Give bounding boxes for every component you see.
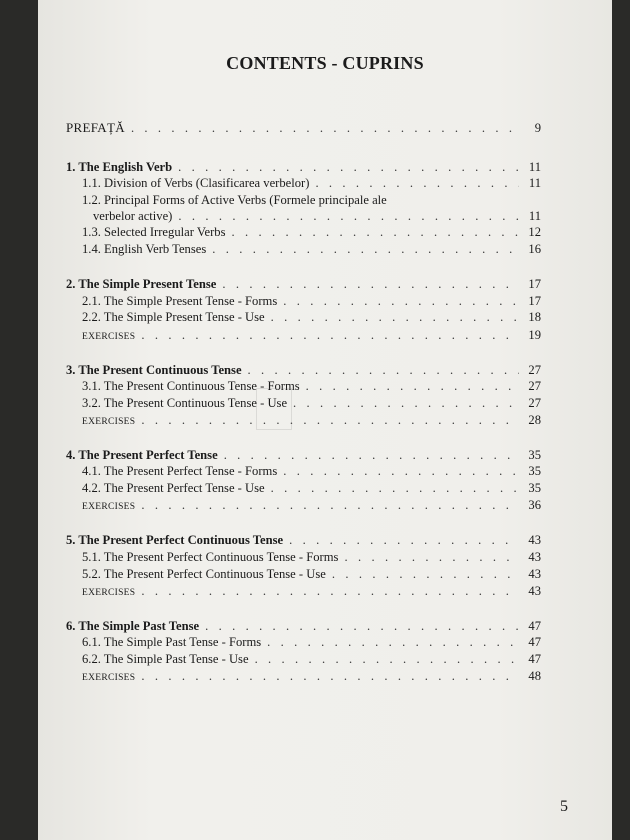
toc-entry-label: 3.1. The Present Continuous Tense - Forms: [82, 379, 300, 393]
toc-entry-label: PREFAȚĂ: [66, 120, 125, 135]
dot-leader: [267, 634, 519, 650]
toc-entry-label: 4.2. The Present Perfect Tense - Use: [82, 481, 265, 495]
toc-entry: [66, 463, 541, 479]
toc-entry-page: 35: [528, 448, 541, 462]
toc-entry: [66, 412, 541, 430]
toc-entry-page: 47: [528, 619, 541, 633]
dot-leader: [315, 175, 519, 191]
toc-entry: [66, 480, 541, 496]
toc-entry-label: EXERCISES: [82, 502, 136, 512]
toc-entry-label: 1.2. Principal Forms of Active Verbs (Formele principale ale: [82, 193, 387, 207]
toc-entry-label: 2. The Simple Present Tense: [66, 277, 217, 291]
dot-leader: [332, 566, 519, 582]
toc-entry: [66, 159, 541, 175]
toc-entry: [66, 224, 541, 240]
toc-entry-label: 2.2. The Simple Present Tense - Use: [82, 310, 265, 324]
toc-entry-page: 11: [528, 209, 541, 223]
toc-entry-label: 3. The Present Continuous Tense: [66, 363, 242, 377]
toc-entry: [66, 566, 541, 582]
toc-entry-page: 17: [528, 294, 541, 308]
toc-entry-page: 43: [528, 567, 541, 581]
dot-leader: [141, 412, 519, 428]
toc-entry: [66, 651, 541, 667]
dot-leader: [232, 224, 520, 240]
toc-entry-label: 4.1. The Present Perfect Tense - Forms: [82, 464, 278, 478]
toc-entry-page: 16: [528, 242, 541, 256]
dot-leader: [306, 378, 519, 394]
toc-entry: [66, 175, 541, 191]
toc-entry: [66, 208, 541, 224]
toc-entry: [66, 378, 541, 394]
toc-entry-label: 1.4. English Verb Tenses: [82, 242, 207, 256]
toc-entry-page: 9: [534, 121, 541, 135]
dot-leader: [293, 395, 519, 411]
toc-entry-label: 5.2. The Present Perfect Continuous Tense - Use: [82, 567, 326, 581]
dot-leader: [141, 668, 519, 684]
dot-leader: [271, 309, 519, 325]
dot-leader: [141, 583, 519, 599]
toc-entry: [66, 241, 541, 257]
toc-entry-label: EXERCISES: [82, 673, 136, 683]
toc-entry-label: 3.2. The Present Continuous Tense - Use: [82, 396, 288, 410]
toc-entry-page: 48: [528, 669, 541, 683]
dot-leader: [255, 651, 519, 667]
toc-entry: [66, 549, 541, 565]
toc-entry: [66, 395, 541, 411]
toc-entry-page: 27: [528, 363, 541, 377]
dot-leader: [224, 447, 519, 463]
toc-entry-page: 28: [528, 413, 541, 427]
watermark-stamp: [256, 388, 292, 430]
toc-entry: [66, 583, 541, 601]
toc-entry-page: 12: [528, 225, 541, 239]
toc-entry-label: 5. The Present Perfect Continuous Tense: [66, 533, 284, 547]
dot-leader: [212, 241, 519, 257]
toc-entry-label: 6. The Simple Past Tense: [66, 619, 200, 633]
toc-entry-label: 2.1. The Simple Present Tense - Forms: [82, 294, 278, 308]
toc-entry-label: 1. The English Verb: [66, 160, 173, 174]
dot-leader: [283, 293, 519, 309]
toc-entry-page: 27: [528, 379, 541, 393]
toc-entry-page: 47: [528, 652, 541, 666]
toc-entry: [66, 120, 541, 136]
toc-entry-page: 11: [528, 176, 541, 190]
toc-entry: [66, 532, 541, 548]
dot-leader: [178, 208, 519, 224]
toc-entry-label: 6.1. The Simple Past Tense - Forms: [82, 635, 262, 649]
toc-entry-label: EXERCISES: [82, 588, 136, 598]
toc-entry: [66, 192, 541, 208]
dot-leader: [205, 618, 519, 634]
toc-entry-page: 36: [528, 498, 541, 512]
toc-entry-page: 35: [528, 464, 541, 478]
toc-entry-page: 27: [528, 396, 541, 410]
toc-entry-page: 18: [528, 310, 541, 324]
dot-leader: [289, 532, 519, 548]
dot-leader: [344, 549, 519, 565]
dot-leader: [283, 463, 519, 479]
toc-entry-label: 6.2. The Simple Past Tense - Use: [82, 652, 249, 666]
dot-leader: [271, 480, 519, 496]
toc-entry: [66, 293, 541, 309]
toc-entry-label: verbelor active): [93, 209, 173, 223]
toc-entry: [66, 327, 541, 345]
book-page: [38, 0, 612, 840]
page-title: CONTENTS - CUPRINS: [226, 53, 424, 73]
toc-entry-label: EXERCISES: [82, 332, 136, 342]
toc-entry-page: 11: [528, 160, 541, 174]
toc-entry-page: 47: [528, 635, 541, 649]
toc-entry-page: 43: [528, 550, 541, 564]
dot-leader: [141, 327, 519, 343]
toc-entry-label: 4. The Present Perfect Tense: [66, 448, 218, 462]
toc-entry: [66, 634, 541, 650]
toc-entry-page: 19: [528, 328, 541, 342]
toc-entry-page: 17: [528, 277, 541, 291]
dot-leader: [131, 120, 519, 136]
toc-entry: [66, 668, 541, 686]
dot-leader: [222, 276, 519, 292]
toc-entry: [66, 497, 541, 515]
toc-entry: [66, 362, 541, 378]
toc-entry: [66, 447, 541, 463]
page-number: 5: [560, 798, 568, 815]
toc-entry-label: 1.3. Selected Irregular Verbs: [82, 225, 226, 239]
toc-entry: [66, 276, 541, 292]
dot-leader: [248, 362, 519, 378]
toc-entry: [66, 618, 541, 634]
toc-entry-label: EXERCISES: [82, 417, 136, 427]
toc-entry: [66, 309, 541, 325]
dot-leader: [141, 497, 519, 513]
toc-entry-label: 5.1. The Present Perfect Continuous Tense - Forms: [82, 550, 339, 564]
dot-leader: [178, 159, 519, 175]
toc-entry-page: 43: [528, 584, 541, 598]
toc-entry-page: 43: [528, 533, 541, 547]
toc-entry-page: 35: [528, 481, 541, 495]
toc-entry-label: 1.1. Division of Verbs (Clasificarea verbelor): [82, 176, 310, 190]
